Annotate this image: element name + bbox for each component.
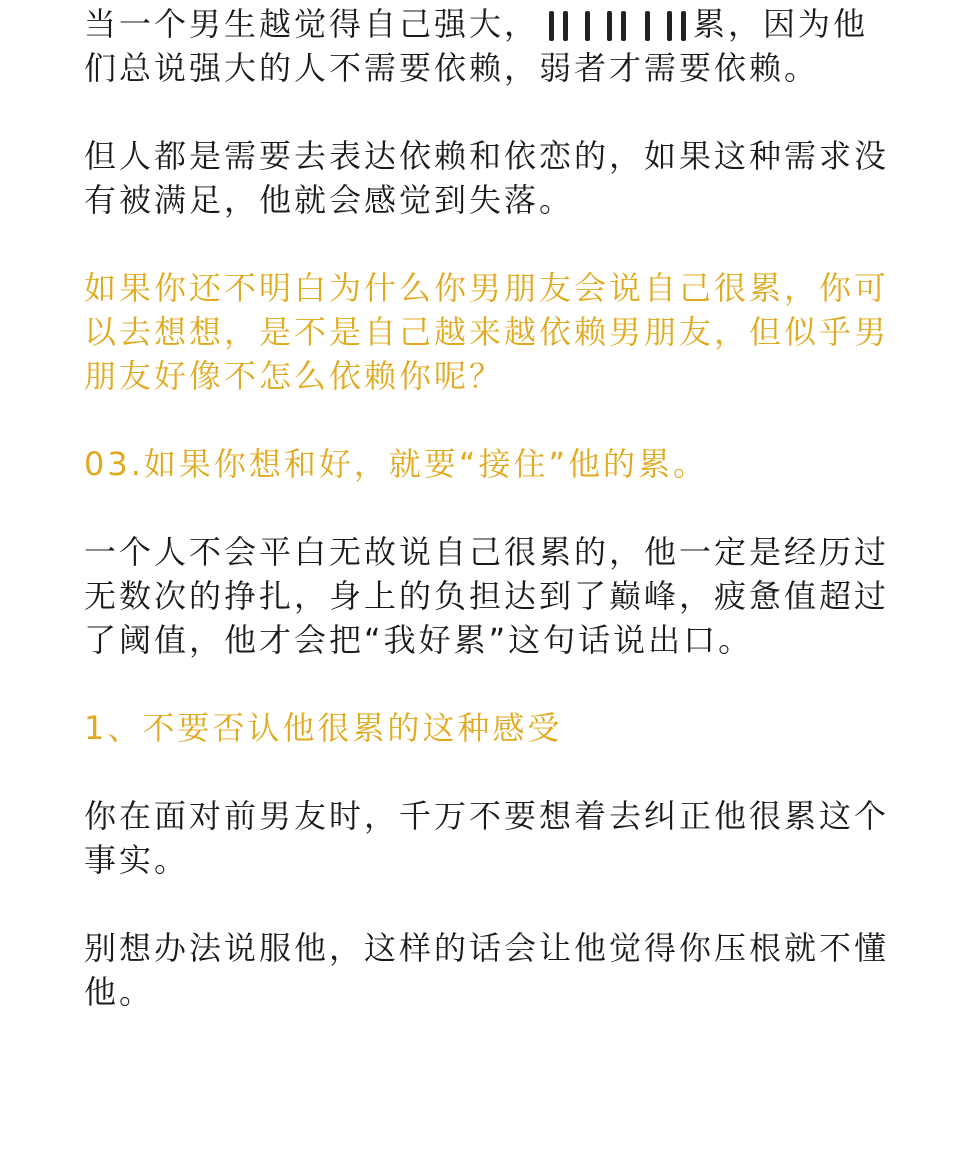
paragraph-strength xyxy=(84,2,894,90)
paragraph-dont-persuade: 别想办法说服他，这样的话会让他觉得你压根就不懂他。 xyxy=(84,929,890,1011)
paragraph-tiredness: 一个人不会平白无故说自己很累的，他一定是经历过无数次的挣扎，身上的负担达到了巅峰，疲惫值超过了阈值，他才会把“我好累”这句话说出口。 xyxy=(84,533,890,659)
paragraph-gap xyxy=(84,486,894,530)
paragraph-gap xyxy=(84,398,894,442)
paragraph-dont-correct: 你在面对前男友时，千万不要想着去纠正他很累这个事实。 xyxy=(84,797,890,879)
paragraph-gap xyxy=(84,750,894,794)
redacted-mark xyxy=(541,9,691,43)
paragraph-gap xyxy=(84,882,894,926)
paragraph-dependence: 但人都是需要去表达依赖和依恋的，如果这种需求没有被满足，他就会感觉到失落。 xyxy=(84,137,890,219)
paragraph-highlight-question: 如果你还不明白为什么你男朋友会说自己很累，你可以去想想，是不是自己越来越依赖男朋友，但似乎男朋友好像不怎么依赖你呢？ xyxy=(84,269,890,395)
paragraph-gap xyxy=(84,90,894,134)
paragraph-gap xyxy=(84,222,894,266)
subheading-1: 1、不要否认他很累的这种感受 xyxy=(84,709,563,747)
article-body xyxy=(84,0,894,1014)
paragraph-strength-start: 当一个男生越觉得自己强大， xyxy=(84,5,540,43)
paragraph-strength-end: 累，因为他们总说强大的人不需要依赖，弱者才需要依赖。 xyxy=(84,5,869,87)
paragraph-gap xyxy=(84,662,894,706)
section-heading-03: 03.如果你想和好，就要“接住”他的累。 xyxy=(84,445,709,483)
